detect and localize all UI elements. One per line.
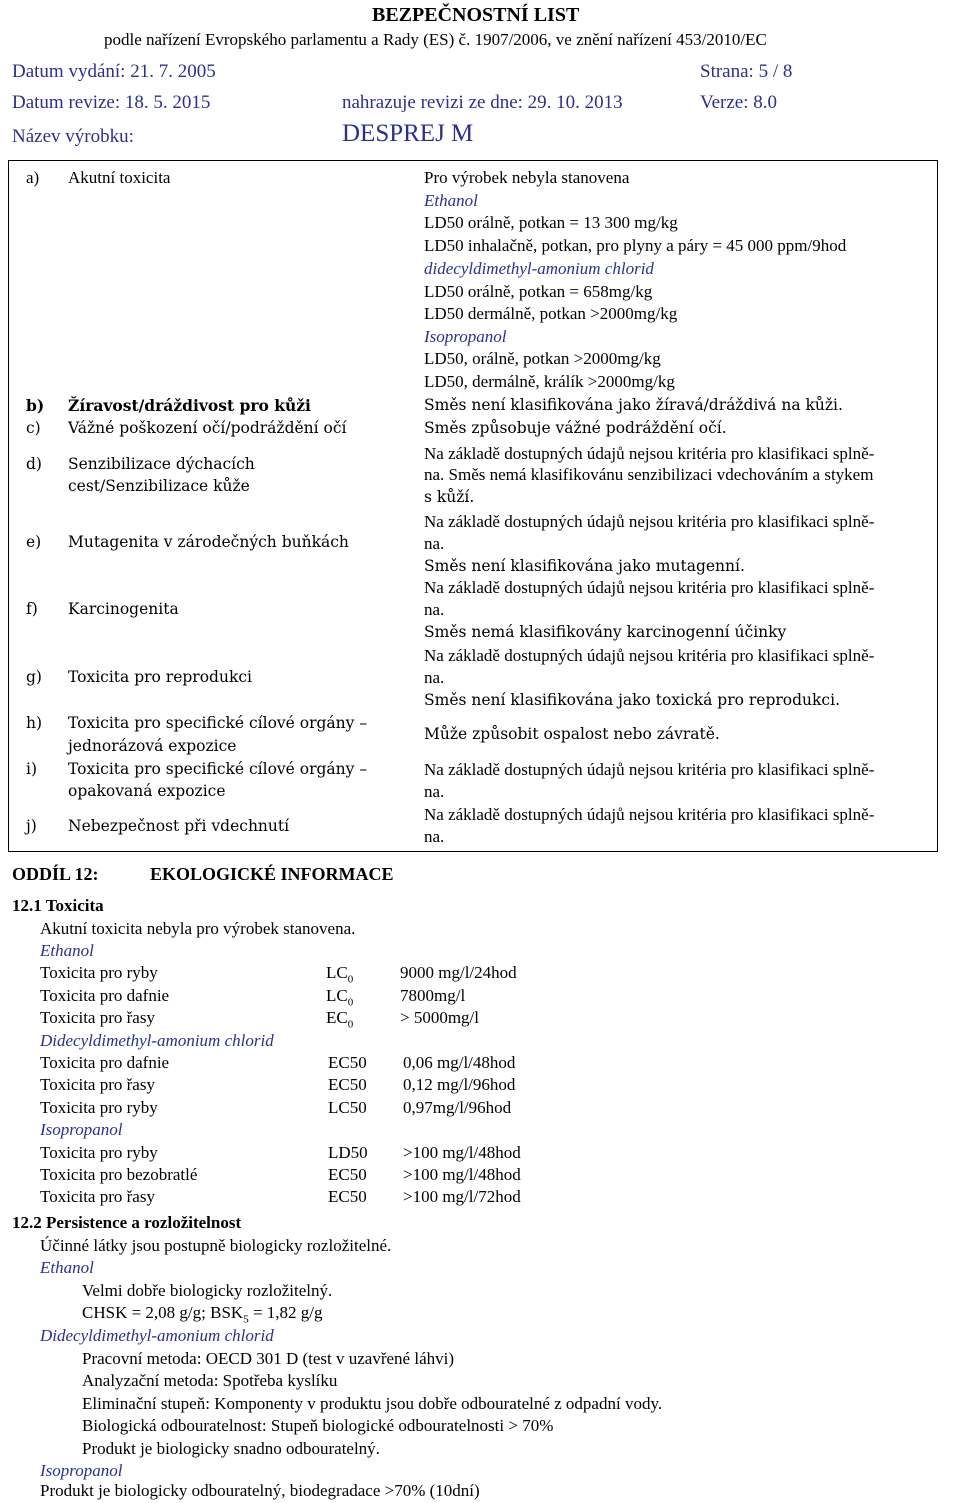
row-a-line: didecyldimethyl-amonium chlorid [424,259,654,278]
version: Verze: 8.0 [700,92,778,113]
row-a-label: Akutní toxicita [68,168,171,187]
row-f-value: Směs nemá klasifikovány karcinogenní účinky [424,623,787,641]
row-i-value: Na základě dostupných údajů nejsou kritéria pro klasifikaci splně- [424,760,875,779]
product-name: DESPREJ M [342,120,474,147]
substance-heading: Ethanol [40,941,94,960]
tox-value: >100 mg/l/48hod [403,1143,521,1162]
tox-parameter-code: EC50 [328,1187,367,1206]
tox-parameter [326,963,353,985]
row-f-value: na. [424,600,445,619]
row-h-label: Toxicita pro specifické cílové orgány – [68,714,368,732]
tox-organism: Toxicita pro ryby [40,963,158,982]
tox-parameter-code: LD50 [328,1143,368,1162]
tox-organism: Toxicita pro řasy [40,1075,155,1094]
row-d-value: Na základě dostupných údajů nejsou kritéria pro klasifikaci splně- [424,444,875,463]
row-a-line: LD50 orálně, potkan = 13 300 mg/kg [424,213,678,232]
row-c-label: Vážné poškození očí/podráždění očí [68,419,347,437]
row-j-value: na. [424,827,445,846]
row-a-line: Ethanol [424,191,478,210]
iso-heading: Isopropanol [40,1461,123,1480]
tox-value: > 5000mg/l [400,1008,480,1027]
tox-parameter-code: EC50 [328,1053,367,1072]
tox-parameter-code: EC50 [328,1165,367,1184]
dd-line: Analyzační metoda: Spotřeba kyslíku [82,1371,338,1390]
row-a-line: LD50, dermálně, králík >2000mg/kg [424,372,675,391]
ethanol-bod: = 1,82 g/g [248,1303,323,1322]
dd-line: Pracovní metoda: OECD 301 D (test v uzavřené láhvi) [82,1349,455,1368]
dd-line: Eliminační stupeň: Komponenty v produktu jsou dobře odbouratelné z odpadní vody. [82,1394,663,1413]
row-a-line: Pro výrobek nebyla stanovena [424,168,630,187]
row-d-label: Senzibilizace dýchacích [68,455,255,473]
ethanol-heading: Ethanol [40,1258,94,1277]
ethanol-cod-bod [82,1303,323,1325]
tox-value: >100 mg/l/72hod [403,1187,521,1206]
tox-parameter [328,1143,368,1163]
subsection-12-2-title: 12.2 Persistence a rozložitelnost [12,1213,242,1232]
row-d-label: cest/Senzibilizace kůže [68,477,250,495]
tox-parameter [328,1187,367,1207]
tox-organism: Toxicita pro řasy [40,1187,155,1206]
dd-heading: Didecyldimethyl-amonium chlorid [40,1326,274,1345]
tox-parameter-code: LC [326,963,348,982]
row-e-value: Na základě dostupných údajů nejsou kritéria pro klasifikaci splně- [424,512,875,531]
tox-organism: Toxicita pro řasy [40,1008,155,1027]
row-j-letter: j) [26,817,37,835]
tox-parameter [326,986,353,1008]
row-b-letter: b) [26,396,45,415]
row-h-value: Může způsobit ospalost nebo závratě. [424,725,720,743]
row-c-letter: c) [26,419,41,437]
row-g-value: Na základě dostupných údajů nejsou kritéria pro klasifikaci splně- [424,646,875,665]
tox-parameter-subscript: 0 [347,996,354,1009]
row-f-label: Karcinogenita [68,600,179,618]
row-h-label: jednorázová expozice [68,737,237,755]
row-e-letter: e) [26,533,42,551]
tox-parameter-subscript: 0 [347,1018,354,1031]
tox-parameter [328,1075,367,1095]
row-f-letter: f) [26,600,38,618]
tox-parameter [328,1098,367,1118]
row-i-label: opakovaná expozice [68,782,226,800]
row-c-value: Směs způsobuje vážné podráždění očí. [424,419,727,437]
ethanol-cod: CHSK = 2,08 g/g; BSK [82,1303,244,1322]
row-d-letter: d) [26,455,42,473]
regulation-line: podle nařízení Evropského parlamentu a Rady (ES) č. 1907/2006, ve znění nařízení 453/2010/EC [104,30,767,49]
tox-organism: Toxicita pro ryby [40,1143,158,1162]
tox-organism: Toxicita pro bezobratlé [40,1165,198,1184]
page-number: Strana: 5 / 8 [700,61,793,82]
subsection-12-1-intro: Akutní toxicita nebyla pro výrobek stanovena. [40,919,356,938]
row-g-value: na. [424,668,445,687]
tox-value: 0,12 mg/l/96hod [403,1075,516,1094]
row-e-value: Směs není klasifikována jako mutagenní. [424,557,745,575]
replaces-revision: nahrazuje revizi ze dne: 29. 10. 2013 [342,92,623,113]
tox-organism: Toxicita pro dafnie [40,1053,170,1072]
tox-parameter-code: EC50 [328,1075,367,1094]
tox-parameter-code: LC50 [328,1098,367,1117]
subsection-12-2-intro: Účinné látky jsou postupně biologicky rozložitelné. [40,1236,392,1255]
row-a-line: LD50 dermálně, potkan >2000mg/kg [424,304,678,323]
row-i-letter: i) [26,760,38,778]
row-d-value: s kůží. [424,488,475,506]
tox-organism: Toxicita pro ryby [40,1098,158,1117]
tox-parameter-subscript: 0 [347,973,354,986]
issue-date: Datum vydání: 21. 7. 2005 [12,61,216,82]
tox-parameter-code: LC [326,986,348,1005]
row-b-label: Žíravost/dráždivost pro kůži [68,396,311,415]
tox-value: >100 mg/l/48hod [403,1165,521,1184]
row-a-letter: a) [26,168,40,187]
dd-line: Biologická odbouratelnost: Stupeň biologické odbouratelnosti > 70% [82,1416,554,1435]
tox-value: 0,97mg/l/96hod [403,1098,512,1117]
row-e-value: na. [424,534,445,553]
row-g-label: Toxicita pro reprodukci [68,668,252,686]
document-title: BEZPEČNOSTNÍ LIST [372,4,580,26]
tox-parameter-code: EC [326,1008,348,1027]
tox-parameter [328,1053,367,1073]
ethanol-line: Velmi dobře biologicky rozložitelný. [82,1281,333,1300]
row-a-line: LD50 orálně, potkan = 658mg/kg [424,282,653,301]
row-g-value: Směs není klasifikována jako toxická pro reprodukci. [424,691,841,709]
revision-date: Datum revize: 18. 5. 2015 [12,92,211,113]
product-label: Název výrobku: [12,126,134,147]
tox-organism: Toxicita pro dafnie [40,986,170,1005]
dd-line: Produkt je biologicky snadno odbouratelný. [82,1439,380,1458]
row-d-value: na. Směs nemá klasifikovánu senzibilizaci vdechováním a stykem [424,465,874,484]
row-a-line: LD50, orálně, potkan >2000mg/kg [424,349,661,368]
tox-value: 0,06 mg/l/48hod [403,1053,516,1072]
tox-value: 9000 mg/l/24hod [400,963,517,982]
ethanol-bod-subscript: 5 [243,1313,249,1326]
row-h-letter: h) [26,714,43,732]
row-a-line: LD50 inhalačně, potkan, pro plyny a páry = 45 000 ppm/9hod [424,236,847,255]
section-label: ODDÍL 12: [12,864,99,884]
row-j-value: Na základě dostupných údajů nejsou kritéria pro klasifikaci splně- [424,805,875,824]
row-f-value: Na základě dostupných údajů nejsou kritéria pro klasifikaci splně- [424,578,875,597]
row-e-label: Mutagenita v zárodečných buňkách [68,533,349,551]
row-a-line: Isopropanol [424,327,507,346]
row-i-value: na. [424,782,445,801]
section-title: EKOLOGICKÉ INFORMACE [150,864,394,884]
tox-parameter [328,1165,367,1185]
row-i-label: Toxicita pro specifické cílové orgány – [68,760,368,778]
tox-parameter [326,1008,353,1030]
row-b-value: Směs není klasifikována jako žíravá/dráždivá na kůži. [424,396,843,414]
substance-heading: Didecyldimethyl-amonium chlorid [40,1031,274,1050]
subsection-12-1-title: 12.1 Toxicita [12,896,104,915]
row-j-label: Nebezpečnost při vdechnutí [68,817,290,835]
substance-heading: Isopropanol [40,1120,123,1139]
tox-value: 7800mg/l [400,986,466,1005]
iso-line: Produkt je biologicky odbouratelný, biodegradace >70% (10dní) [40,1481,480,1500]
row-g-letter: g) [26,668,42,686]
